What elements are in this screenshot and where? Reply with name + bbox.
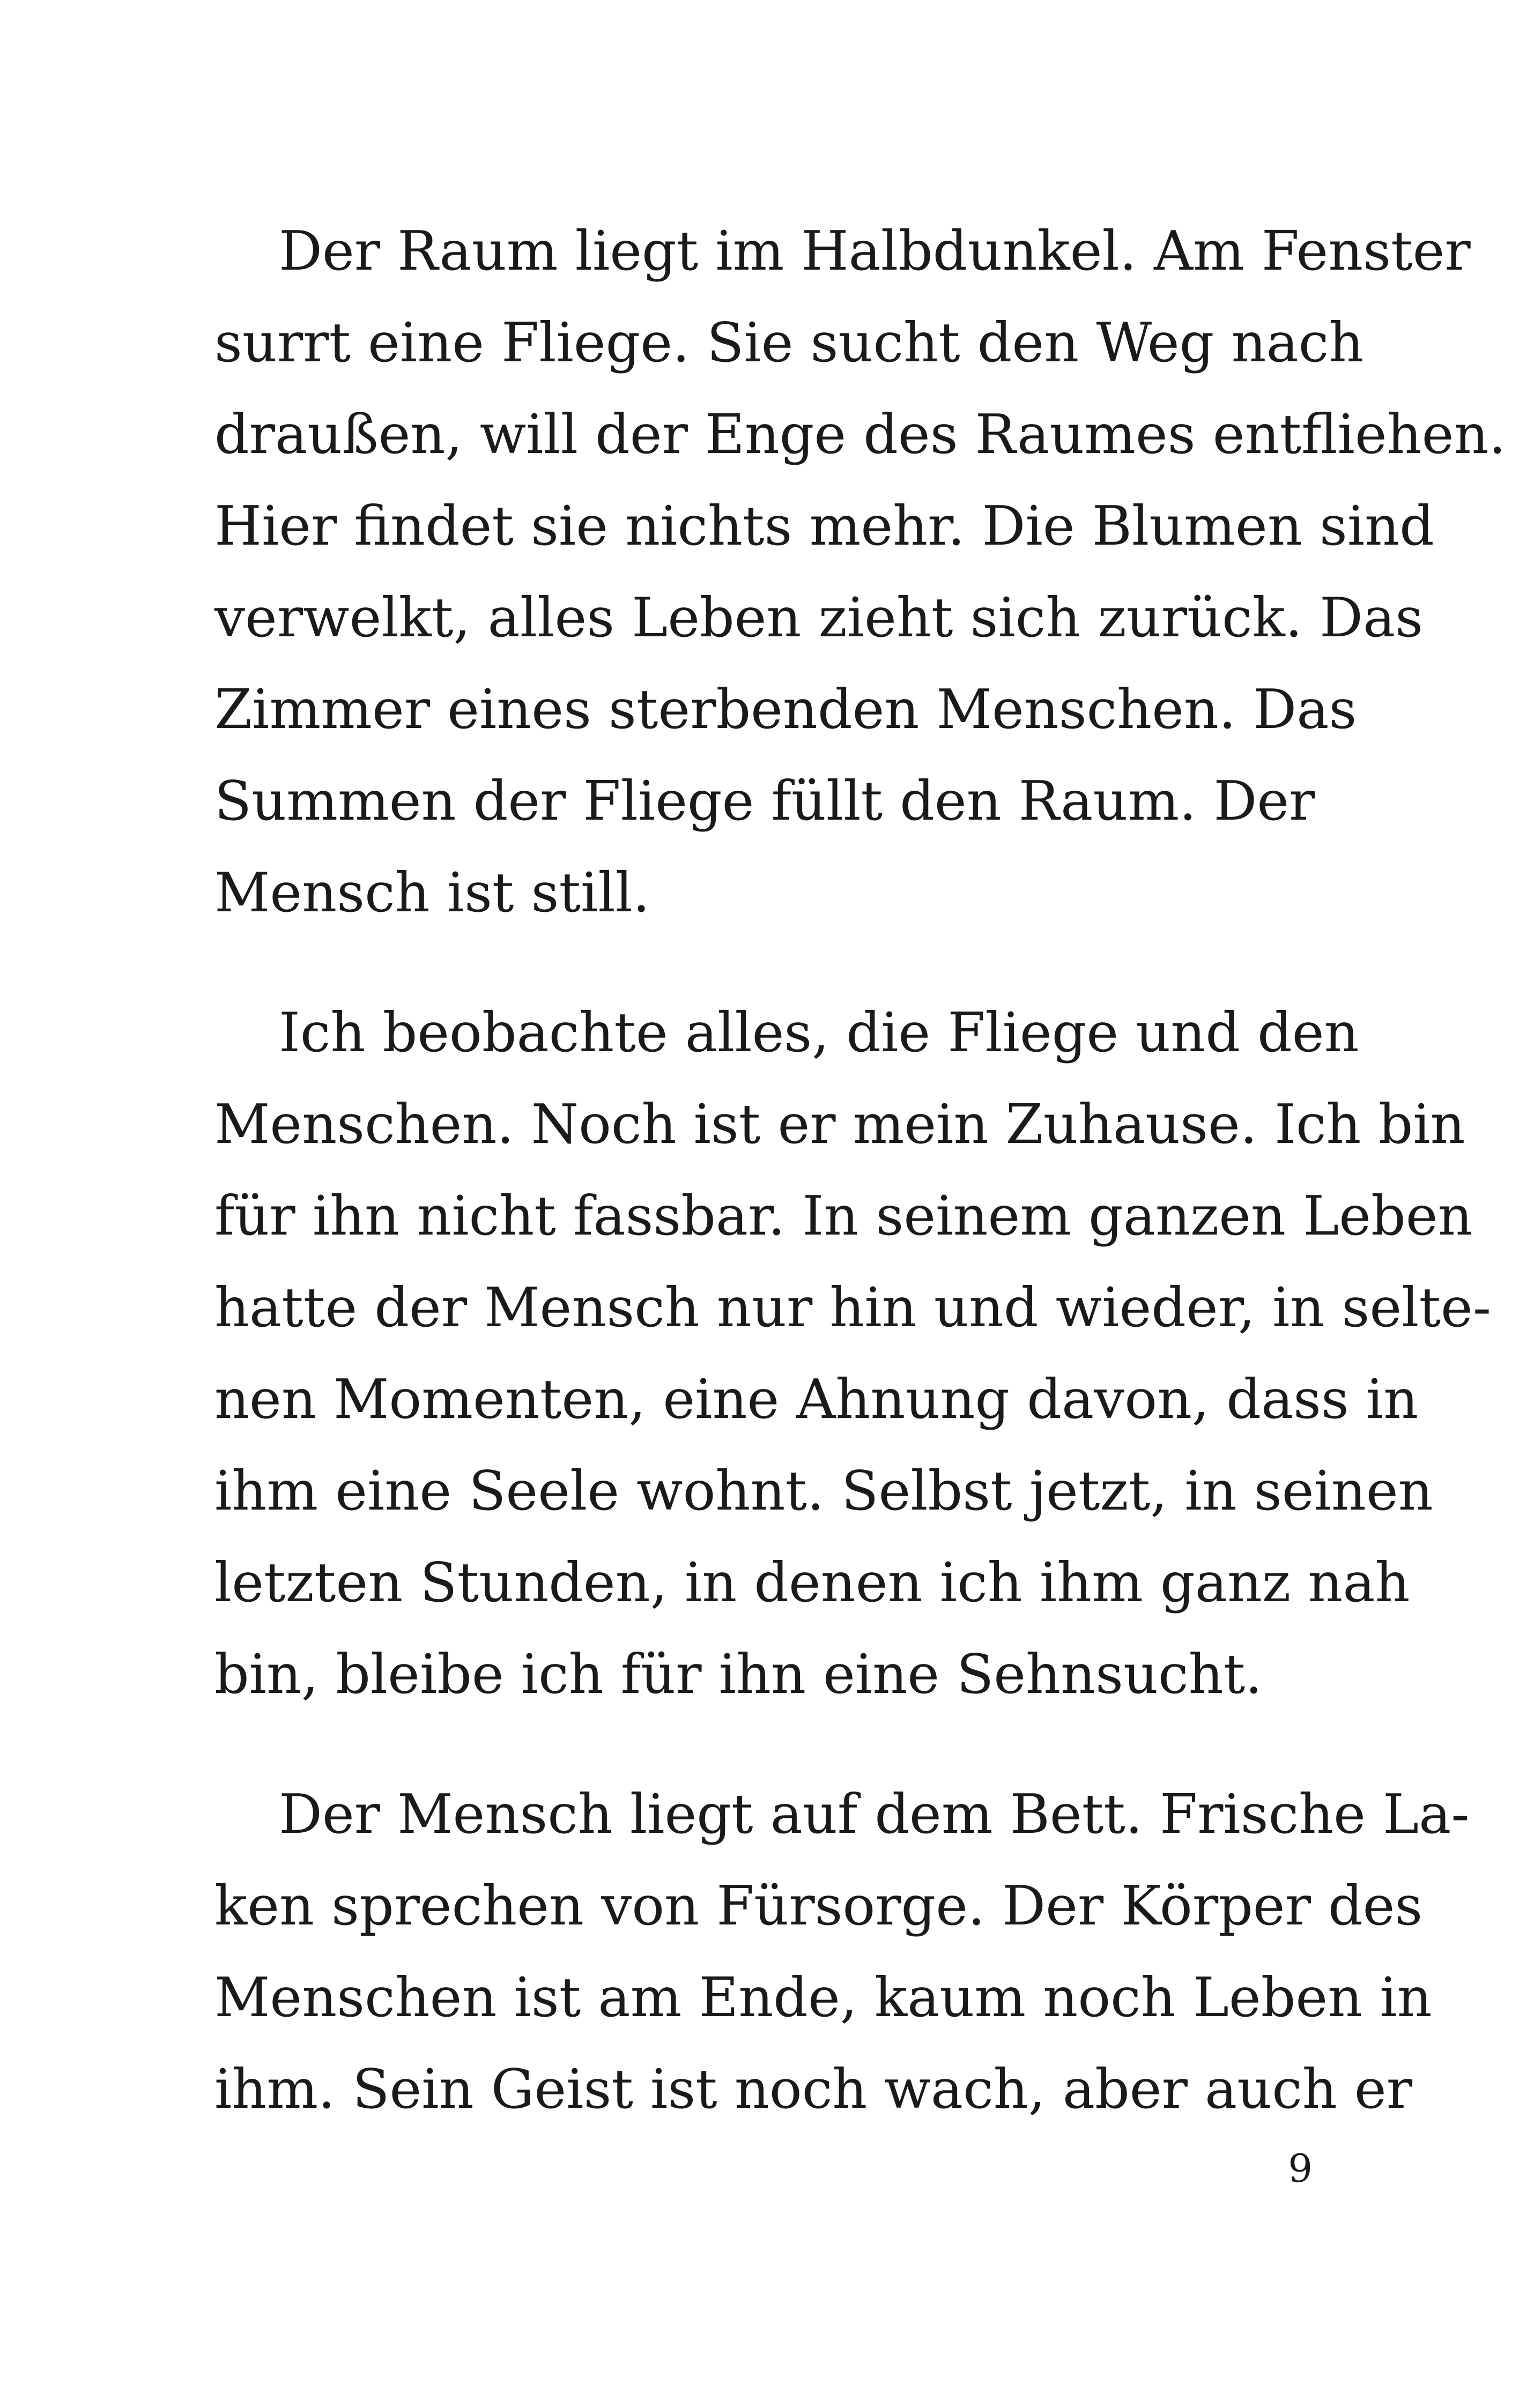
text-line: Zimmer eines sterbenden Menschen. Das (214, 678, 1357, 741)
text-line: Hier findet sie nichts mehr. Die Blumen sind (214, 494, 1434, 558)
paragraph-spacer (214, 939, 1313, 987)
page-number: 9 (1288, 2146, 1313, 2191)
paragraph-2 (214, 987, 1491, 1720)
text-line: für ihn nicht fassbar. In seinem ganzen Leben (214, 1184, 1473, 1247)
text-line: Summen der Fliege füllt den Raum. Der (214, 769, 1315, 833)
text-line: nen Momenten, eine Ahnung davon, dass in (214, 1367, 1419, 1431)
text-line: Ich beobachte alles, die Fliege und den (279, 1001, 1359, 1064)
text-line: ihm. Sein Geist ist noch wach, aber auch er (214, 2057, 1412, 2121)
text-line: surrt eine Fliege. Sie sucht den Weg nach (214, 311, 1364, 374)
text-line: draußen, will der Enge des Raumes entfliehen. (214, 403, 1506, 466)
text-line: Menschen ist am Ende, kaum noch Leben in (214, 1966, 1432, 2029)
text-line: Der Raum liegt im Halbdunkel. Am Fenster (279, 219, 1471, 283)
paragraph-1 (214, 205, 1506, 939)
text-line: Der Mensch liegt auf dem Bett. Frische La- (279, 1782, 1470, 1846)
text-line: hatte der Mensch nur hin und wieder, in selte- (214, 1276, 1491, 1339)
text-line: Menschen. Noch ist er mein Zuhause. Ich bin (214, 1092, 1465, 1156)
paragraph-3 (214, 1768, 1470, 2135)
text-line: ken sprechen von Fürsorge. Der Körper des (214, 1874, 1423, 1937)
body-text (214, 205, 1506, 2135)
text-line: ihm eine Seele wohnt. Selbst jetzt, in seinen (214, 1459, 1433, 1522)
text-line: verwelkt, alles Leben zieht sich zurück. Das (214, 586, 1424, 649)
text-line: bin, bleibe ich für ihn eine Sehnsucht. (214, 1643, 1263, 1706)
text-line: letzten Stunden, in denen ich ihm ganz nah (214, 1551, 1410, 1614)
text-line: Mensch ist still. (214, 861, 650, 924)
paragraph-spacer (214, 1720, 1313, 1768)
